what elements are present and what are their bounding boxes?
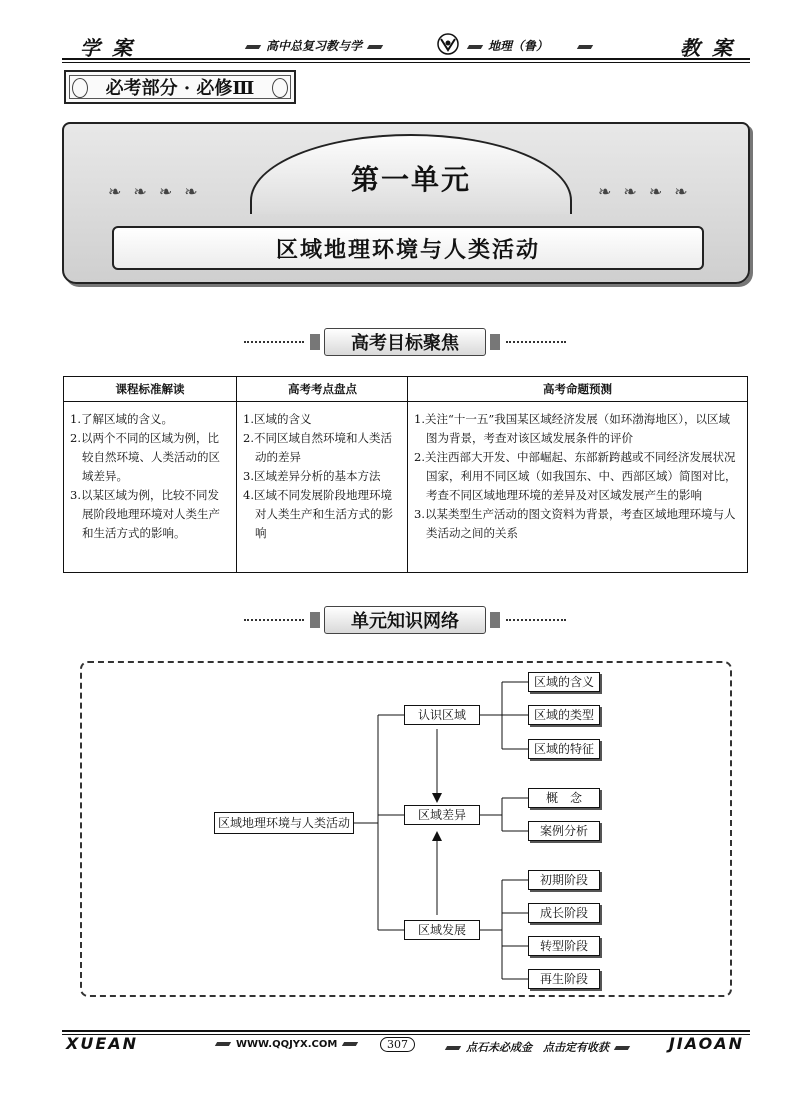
- network-leaf-node: 案例分析: [528, 821, 600, 841]
- network-leaf-node: 初期阶段: [528, 870, 600, 890]
- footer-motto-text: 点石未必成金 点击定有收获: [466, 1041, 609, 1054]
- table-header: 高考命题预测: [408, 377, 747, 402]
- heading-tab: [490, 612, 500, 628]
- network-leaf-node: 区域的类型: [528, 705, 600, 725]
- page-footer: [62, 1030, 750, 1060]
- list-item: 3.区域差异分析的基本方法: [243, 469, 381, 483]
- network-branch-node: 认识区域: [404, 705, 480, 725]
- network-leaf-node: 再生阶段: [528, 969, 600, 989]
- leaf-ornament-icon: ❧❧❧❧: [108, 182, 210, 201]
- network-leaf-node: 区域的含义: [528, 672, 600, 692]
- list-item: 2.关注西部大开发、中部崛起、东部新跨越或不同经济发展状况国家，利用不同区域（如我国东、中、西部区域）简图对比，考查不同区域地理环境的差异及对区域发展产生的影响: [414, 450, 737, 502]
- ornament-icon: [272, 78, 288, 98]
- unit-title: 第一单元: [350, 163, 471, 196]
- list-item: 3.以某类型生产活动的图文资料为背景，考查区域地理环境与人类活动之间的关系: [414, 507, 736, 540]
- header-rule-thin: [62, 62, 750, 63]
- unit-subtitle-box: [112, 226, 704, 270]
- publisher-emblem-icon: [435, 32, 461, 56]
- network-root-node: 区域地理环境与人类活动: [214, 812, 354, 834]
- header-left-label: 学案: [80, 36, 144, 60]
- header-rule: [62, 58, 750, 60]
- dotted-rule: [244, 619, 304, 621]
- leaf-ornament-icon: ❧❧❧❧: [598, 182, 700, 201]
- heading-tab: [310, 612, 320, 628]
- footer-url-text: WWW.QQJYX.COM: [236, 1039, 338, 1050]
- table-header: 课程标准解读: [64, 377, 236, 402]
- list-item: 1.区域的含义: [243, 412, 312, 426]
- footer-rule-thin: [62, 1034, 750, 1035]
- header-series-text: 高中总复习教与学: [266, 39, 363, 53]
- network-leaf-node: 转型阶段: [528, 936, 600, 956]
- network-heading-text: 单元知识网络: [351, 611, 459, 632]
- network-leaf-node: 成长阶段: [528, 903, 600, 923]
- table-cell-list: [64, 402, 236, 543]
- list-item: 1.了解区域的含义。: [70, 412, 173, 426]
- table-column: [236, 377, 408, 572]
- table-header: 高考考点盘点: [237, 377, 408, 402]
- goals-heading-text: 高考目标聚焦: [351, 333, 459, 354]
- dotted-rule: [506, 341, 566, 343]
- footer-motto: [440, 1039, 635, 1055]
- knowledge-network-frame: [80, 661, 732, 997]
- page-number: 307: [380, 1037, 415, 1052]
- dotted-rule: [244, 341, 304, 343]
- heading-tab: [310, 334, 320, 350]
- list-item: 1.关注“十一五”我国某区域经济发展（如环渤海地区），以区域图为背景，考查对该区域发展条件的评价: [414, 412, 730, 445]
- list-item: 3.以某区域为例，比较不同发展阶段地理环境对人类生产和生活方式的影响。: [70, 488, 220, 540]
- ornament-icon: [72, 78, 88, 98]
- table-cell-list: [237, 402, 408, 543]
- header-subject: [462, 37, 598, 54]
- footer-right-label: JIAOAN: [668, 1034, 744, 1053]
- list-item: 2.以两个不同的区域为例，比较自然环境、人类活动的区域差异。: [70, 431, 220, 483]
- network-branch-node: 区域差异: [404, 805, 480, 825]
- network-branch-node: 区域发展: [404, 920, 480, 940]
- section-label-text: 必考部分 · 必修Ⅲ: [105, 78, 255, 99]
- table-column: [407, 377, 747, 572]
- footer-left-label: XUEAN: [66, 1034, 139, 1053]
- section-label: [64, 70, 296, 104]
- heading-tab: [490, 334, 500, 350]
- header-subject-text: 地理（鲁）: [488, 39, 549, 53]
- network-heading-box: [324, 606, 486, 634]
- header-right-label: 教案: [680, 36, 744, 60]
- list-item: 4.区域不同发展阶段地理环境对人类生产和生活方式的影响: [243, 488, 393, 540]
- dotted-rule: [506, 619, 566, 621]
- goals-heading-box: [324, 328, 486, 356]
- table-column: [64, 377, 236, 572]
- unit-subtitle: 区域地理环境与人类活动: [275, 237, 540, 263]
- network-leaf-node: 区域的特征: [528, 739, 600, 759]
- list-item: 2.不同区域自然环境和人类活动的差异: [243, 431, 392, 464]
- network-heading: [240, 606, 570, 636]
- footer-url: [210, 1039, 363, 1050]
- footer-rule: [62, 1030, 750, 1032]
- header-series: [240, 37, 388, 54]
- goals-heading: [240, 328, 570, 358]
- goals-table: [63, 376, 748, 573]
- table-cell-list: [408, 402, 747, 543]
- network-leaf-node: 概 念: [528, 788, 600, 808]
- page-header: [62, 30, 750, 64]
